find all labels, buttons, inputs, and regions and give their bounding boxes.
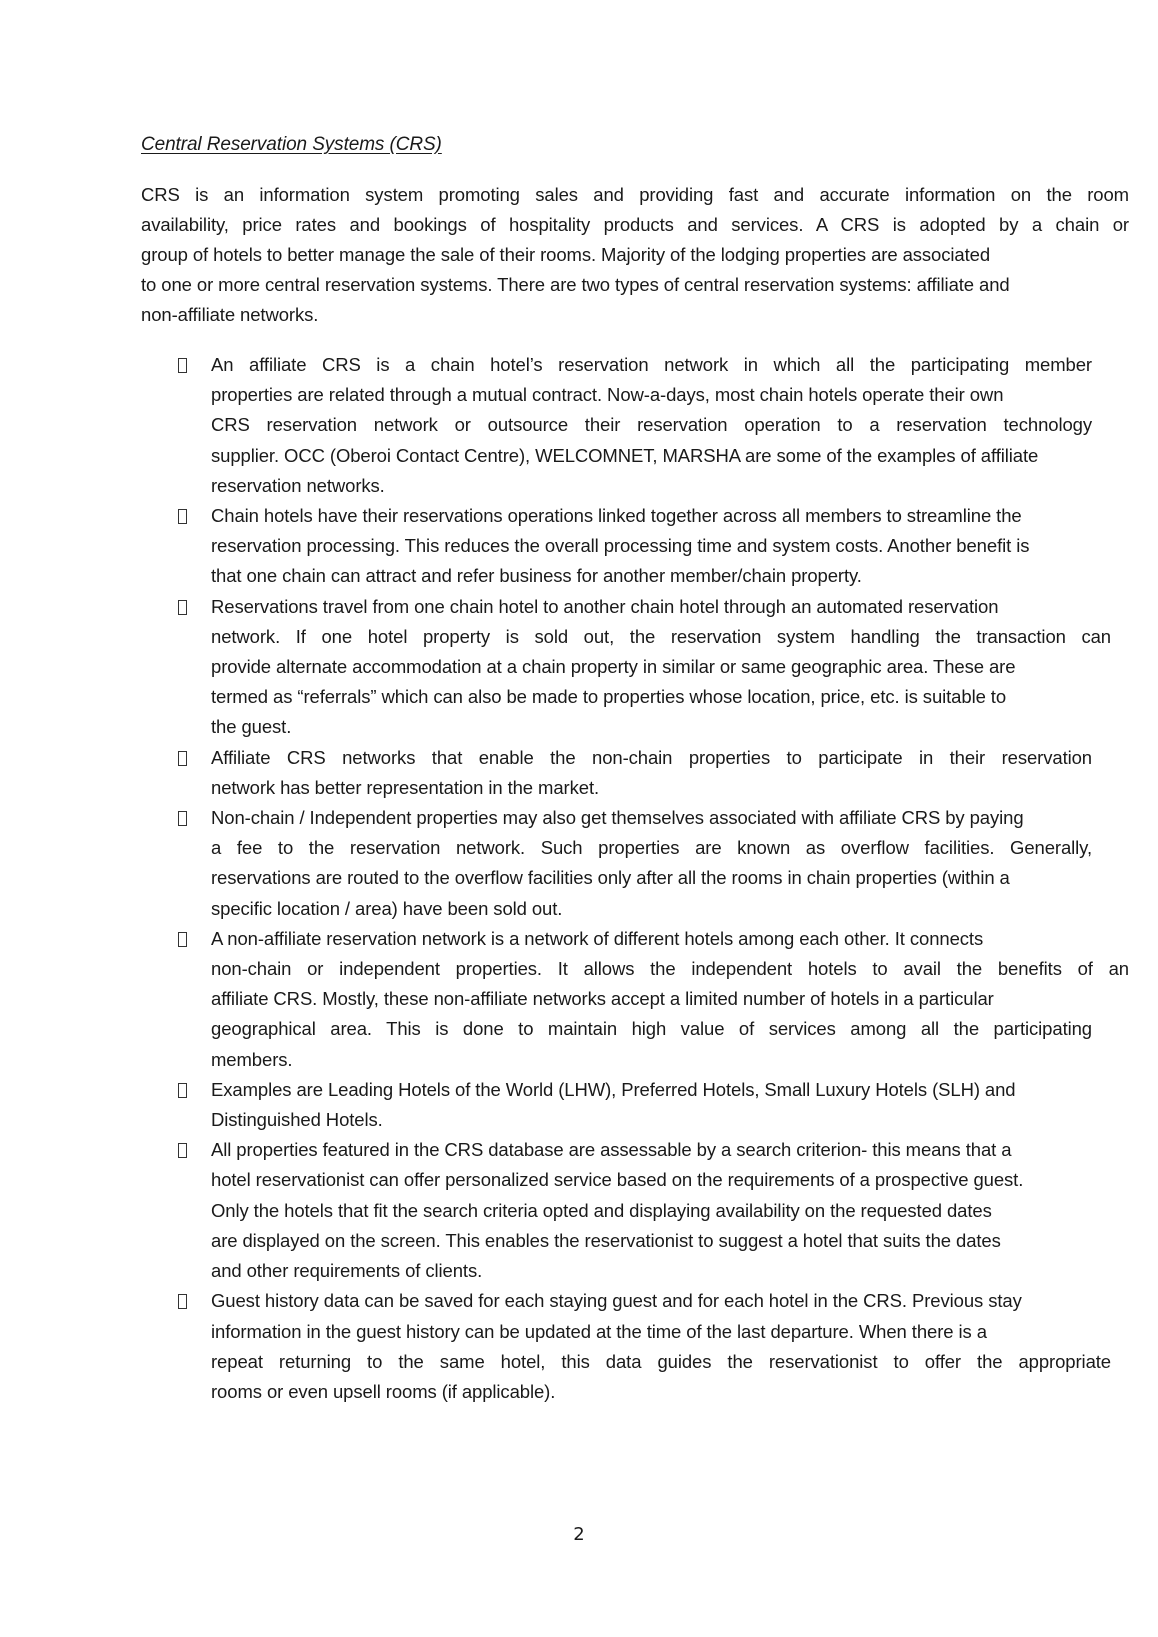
bullet-line: An affiliate CRS is a chain hotel’s reservation network in which all the participating member (211, 354, 1092, 375)
bullet-item (0, 803, 1158, 924)
bullet-text (211, 592, 1158, 743)
bullet-box-icon (178, 1083, 187, 1098)
bullet-line: CRS reservation network or outsource their reservation operation to a reservation technology (211, 414, 1092, 436)
bullet-line: reservations are routed to the overflow facilities only after all the rooms in chain properties (within a (211, 867, 1010, 889)
bullet-line: repeat returning to the same hotel, this data guides the reservationist to offer the appropriate (211, 1350, 1111, 1372)
bullet-line: rooms or even upsell rooms (if applicable). (211, 1380, 556, 1402)
bullet-box-icon (178, 600, 187, 615)
bullet-text (211, 803, 1158, 924)
bullet-line: geographical area. This is done to maintain high value of services among all the participating (211, 1018, 1092, 1040)
bullet-text (211, 743, 1158, 803)
bullet-line: a fee to the reservation network. Such properties are known as overflow facilities. Generally, (211, 837, 1092, 859)
bullet-line: are displayed on the screen. This enables the reservationist to suggest a hotel that suits the dates (211, 1229, 1001, 1251)
bullet-line: All properties featured in the CRS database are assessable by a search criterion- this means that a (211, 1139, 1012, 1161)
bullet-item (0, 1075, 1158, 1135)
page-number: 2 (573, 1524, 585, 1545)
bullet-item (0, 501, 1158, 592)
bullet-line: that one chain can attract and refer business for another member/chain property. (211, 565, 862, 587)
bullet-line: Examples are Leading Hotels of the World (LHW), Preferred Hotels, Small Luxury Hotels (SLH) and (211, 1078, 1016, 1100)
bullet-line: the guest. (211, 716, 292, 738)
bullet-line: Distinguished Hotels. (211, 1109, 383, 1131)
bullet-line: Guest history data can be saved for each staying guest and for each hotel in the CRS. Previous stay (211, 1290, 1022, 1312)
bullet-line: reservation processing. This reduces the overall processing time and system costs. Another benefit is (211, 535, 1030, 557)
bullet-text (211, 1075, 1158, 1135)
bullet-line: hotel reservationist can offer personalized service based on the requirements of a prospective guest. (211, 1169, 1024, 1191)
bullet-box-icon (178, 509, 187, 524)
bullet-line: A non-affiliate reservation network is a network of different hotels among each other. It connects (211, 927, 984, 949)
bullet-box-icon (178, 1143, 187, 1158)
bullet-text (211, 501, 1158, 592)
bullet-text (211, 350, 1158, 501)
bullet-line: Affiliate CRS networks that enable the non-chain properties to participate in their reservation (211, 746, 1092, 768)
bullet-item (0, 350, 1158, 501)
bullet-text (211, 1286, 1158, 1407)
bullet-item (0, 743, 1158, 803)
bullet-line: Reservations travel from one chain hotel to another chain hotel through an automated reservation (211, 595, 999, 617)
bullet-line: supplier. OCC (Oberoi Contact Centre), WELCOMNET, MARSHA are some of the examples of affiliate (211, 444, 1039, 466)
bullet-line: Chain hotels have their reservations operations linked together across all members to streamline the (211, 505, 1022, 527)
bullet-list (0, 350, 1158, 1407)
bullet-line: information in the guest history can be updated at the time of the last departure. When there is a (211, 1320, 987, 1342)
section-heading: Central Reservation Systems (CRS) (141, 134, 442, 155)
bullet-line: non-chain or independent properties. It allows the independent hotels to avail the benefits of an (211, 958, 1129, 980)
bullet-item (0, 924, 1158, 1075)
bullet-line: network. If one hotel property is sold out, the reservation system handling the transaction can (211, 625, 1111, 647)
intro-line: group of hotels to better manage the sale of their rooms. Majority of the lodging properties are associated (141, 244, 991, 265)
bullet-text (211, 924, 1158, 1075)
bullet-line: properties are related through a mutual contract. Now-a-days, most chain hotels operate their own (211, 384, 1004, 406)
intro-line: to one or more central reservation systems. There are two types of central reservation systems: affiliate and (141, 274, 1010, 295)
bullet-item (0, 1135, 1158, 1286)
bullet-line: Non-chain / Independent properties may also get themselves associated with affiliate CRS by paying (211, 807, 1024, 829)
bullet-box-icon (178, 1294, 187, 1309)
bullet-line: affiliate CRS. Mostly, these non-affiliate networks accept a limited number of hotels in a particular (211, 988, 994, 1010)
bullet-line: specific location / area) have been sold out. (211, 897, 563, 919)
bullet-box-icon (178, 358, 187, 373)
bullet-line: network has better representation in the market. (211, 776, 600, 798)
intro-paragraph (141, 180, 1129, 330)
bullet-box-icon (178, 932, 187, 947)
bullet-line: Only the hotels that fit the search criteria opted and displaying availability on the requested dates (211, 1199, 992, 1221)
intro-line: CRS is an information system promoting sales and providing fast and accurate information on the room (141, 184, 1129, 205)
bullet-text (211, 1135, 1158, 1286)
bullet-box-icon (178, 751, 187, 766)
bullet-item (0, 1286, 1158, 1407)
bullet-item (0, 592, 1158, 743)
bullet-line: members. (211, 1048, 293, 1070)
bullet-box-icon (178, 811, 187, 826)
bullet-line: and other requirements of clients. (211, 1260, 483, 1282)
bullet-line: reservation networks. (211, 474, 385, 496)
intro-line: availability, price rates and bookings of hospitality products and services. A CRS is adopted by a chain or (141, 214, 1129, 235)
intro-line: non-affiliate networks. (141, 304, 319, 325)
bullet-line: provide alternate accommodation at a chain property in similar or same geographic area. These are (211, 656, 1016, 678)
bullet-line: termed as “referrals” which can also be made to properties whose location, price, etc. is suitable to (211, 686, 1007, 708)
